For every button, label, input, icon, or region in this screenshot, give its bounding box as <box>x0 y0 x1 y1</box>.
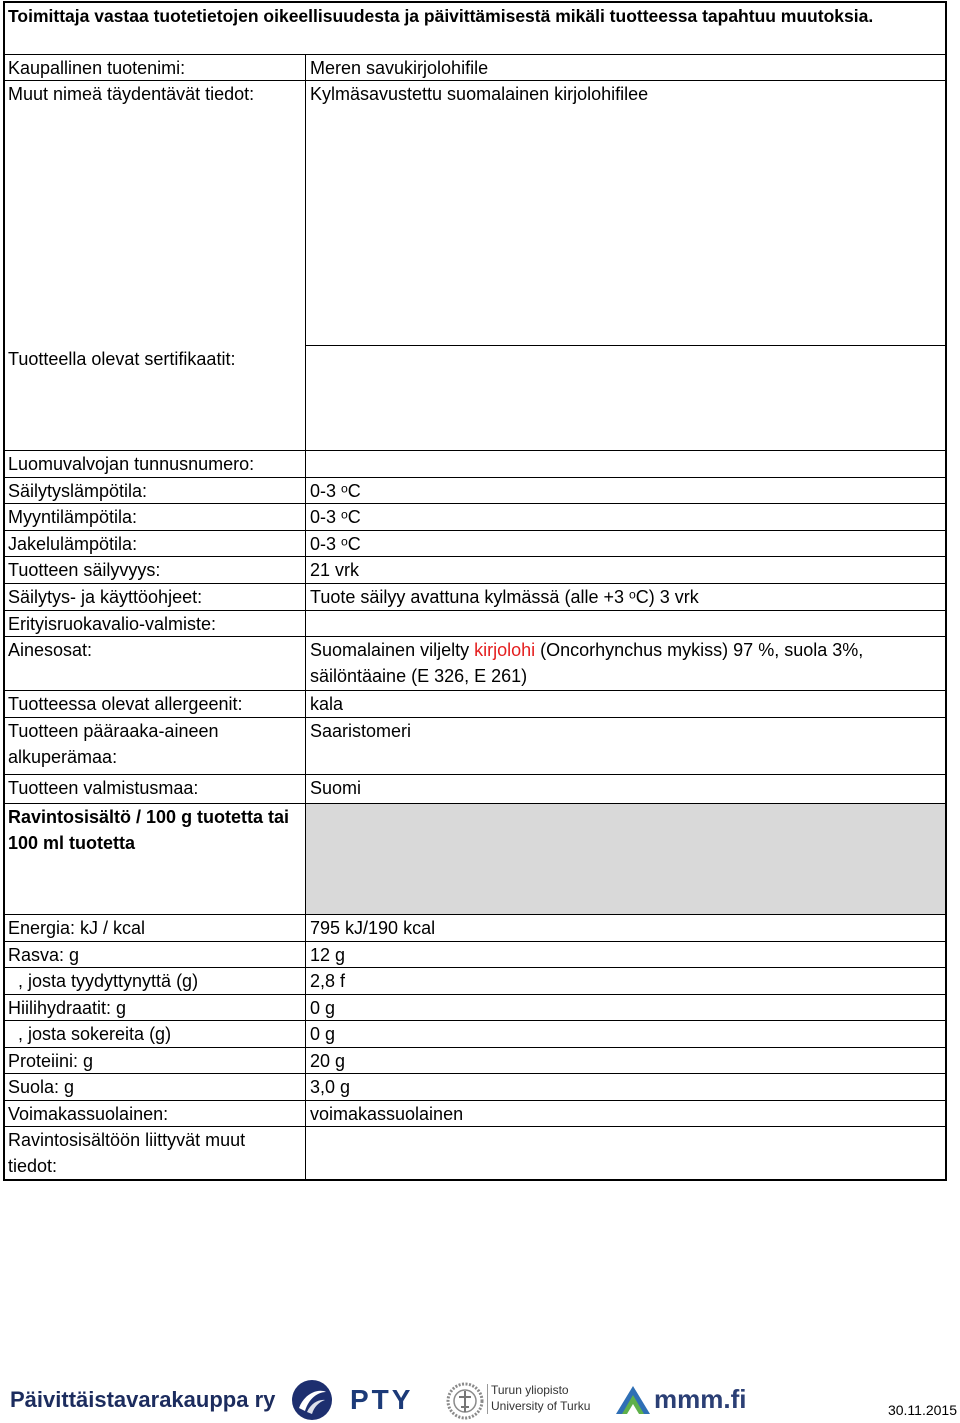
commercial-name-value: Meren savukirjolohifile <box>310 58 489 78</box>
row-additional-names <box>5 81 945 346</box>
pty-logo-icon <box>291 1379 333 1421</box>
nutrition-heading: Ravintosisältö / 100 g tuotetta tai 100 ml tuotetta <box>8 807 290 853</box>
sugars-label: , josta sokereita (g) <box>18 1024 172 1044</box>
nutrition-heading-shade <box>306 804 945 914</box>
ingredients-text-end: (Oncorhynchus mykiss) 97 %, suola 3%, säilöntäaine (E 326, E 261) <box>310 640 864 686</box>
sales-temperature-value: 0-3 ᵒC <box>310 507 361 527</box>
product-info-sheet <box>3 1 947 1181</box>
storage-instructions-label: Säilytys- ja käyttöohjeet: <box>8 587 203 607</box>
carbohydrates-label: Hiilihydraatit: g <box>8 998 127 1018</box>
row-energy <box>5 915 945 942</box>
ingredients-label: Ainesosat: <box>8 640 93 660</box>
row-sugars <box>5 1021 945 1048</box>
storage-temperature-label: Säilytyslämpötila: <box>8 481 148 501</box>
organic-control-id-value <box>306 451 945 477</box>
saturated-fat-label: , josta tyydyttynyttä (g) <box>18 971 199 991</box>
row-organic-control-id <box>5 451 945 478</box>
row-country-of-manufacture <box>5 775 945 804</box>
certificates-value <box>306 346 945 450</box>
storage-temperature-value: 0-3 ᵒC <box>310 481 361 501</box>
protein-value: 20 g <box>310 1051 346 1071</box>
allergens-value: kala <box>310 694 344 714</box>
pty-wordmark: PTY <box>350 1384 414 1415</box>
university-seal-icon <box>446 1381 484 1421</box>
commercial-name-label: Kaupallinen tuotenimi: <box>8 58 186 78</box>
row-storage-temperature <box>5 478 945 504</box>
row-allergens <box>5 691 945 718</box>
raw-material-origin-value: Saaristomeri <box>310 721 412 741</box>
country-of-manufacture-label: Tuotteen valmistusmaa: <box>8 778 199 798</box>
storage-instructions-value: Tuote säilyy avattuna kylmässä (alle +3 ᵒC) 3 vrk <box>310 587 699 607</box>
university-name-en: University of Turku <box>491 1399 591 1413</box>
distribution-temperature-label: Jakelulämpötila: <box>8 534 138 554</box>
high-salt-value: voimakassuolainen <box>310 1104 464 1124</box>
notice-row <box>5 3 945 55</box>
mmm-logo-icon <box>615 1385 651 1415</box>
special-diet-label: Erityisruokavalio-valmiste: <box>8 614 217 634</box>
high-salt-label: Voimakassuolainen: <box>8 1104 169 1124</box>
fat-label: Rasva: g <box>8 945 80 965</box>
carbohydrates-value: 0 g <box>310 998 336 1018</box>
row-nutrition-heading <box>5 804 945 915</box>
other-nutrition-info-value <box>306 1127 945 1179</box>
sugars-value: 0 g <box>310 1024 336 1044</box>
additional-names-label: Muut nimeä täydentävät tiedot: <box>8 84 255 104</box>
row-certificates <box>5 346 945 451</box>
protein-label: Proteiini: g <box>8 1051 94 1071</box>
energy-label: Energia: kJ / kcal <box>8 918 146 938</box>
ingredients-value <box>306 637 945 690</box>
supplier-notice: Toimittaja vastaa tuotetietojen oikeellisuudesta ja päivittämisestä mikäli tuotteessa tapahtuu muutoksia. <box>8 6 874 26</box>
shelf-life-value: 21 vrk <box>310 560 360 580</box>
ingredients-text-start: Suomalainen viljelty <box>310 640 475 660</box>
row-storage-instructions <box>5 584 945 611</box>
energy-value: 795 kJ/190 kcal <box>310 918 436 938</box>
country-of-manufacture-value: Suomi <box>310 778 362 798</box>
row-ingredients <box>5 637 945 691</box>
salt-value: 3,0 g <box>310 1077 351 1097</box>
distribution-temperature-value: 0-3 ᵒC <box>310 534 361 554</box>
special-diet-value <box>306 611 945 636</box>
row-high-salt <box>5 1101 945 1127</box>
salt-label: Suola: g <box>8 1077 75 1097</box>
column-divider <box>305 55 306 1179</box>
row-saturated-fat <box>5 968 945 995</box>
row-salt <box>5 1074 945 1101</box>
row-special-diet <box>5 611 945 637</box>
certificates-label: Tuotteella olevat sertifikaatit: <box>8 349 236 369</box>
row-carbohydrates <box>5 995 945 1021</box>
row-distribution-temperature <box>5 531 945 557</box>
mmm-wordmark: mmm.fi <box>654 1384 747 1414</box>
university-logo-separator <box>487 1384 488 1414</box>
university-name-fi: Turun yliopisto <box>491 1383 569 1397</box>
saturated-fat-value: 2,8 f <box>310 971 346 991</box>
document-date: 30.11.2015 <box>887 1402 957 1418</box>
row-protein <box>5 1048 945 1074</box>
shelf-life-label: Tuotteen säilyvyys: <box>8 560 161 580</box>
organic-control-id-label: Luomuvalvojan tunnusnumero: <box>8 454 255 474</box>
raw-material-origin-label: Tuotteen pääraaka-aineen alkuperämaa: <box>8 721 219 767</box>
other-nutrition-info-label: Ravintosisältöön liittyvät muut tiedot: <box>8 1130 246 1176</box>
additional-names-value: Kylmäsavustettu suomalainen kirjolohifilee <box>306 81 945 346</box>
fat-value: 12 g <box>310 945 346 965</box>
row-shelf-life <box>5 557 945 584</box>
ingredients-highlight: kirjolohi <box>474 640 536 660</box>
row-commercial-name <box>5 55 945 81</box>
row-sales-temperature <box>5 504 945 531</box>
paivittaistavarakauppa-logo: Päivittäistavarakauppa ry <box>10 1387 276 1412</box>
row-raw-material-origin <box>5 718 945 775</box>
row-other-nutrition-info <box>5 1127 945 1179</box>
sales-temperature-label: Myyntilämpötila: <box>8 507 138 527</box>
allergens-label: Tuotteessa olevat allergeenit: <box>8 694 243 714</box>
row-fat <box>5 942 945 968</box>
